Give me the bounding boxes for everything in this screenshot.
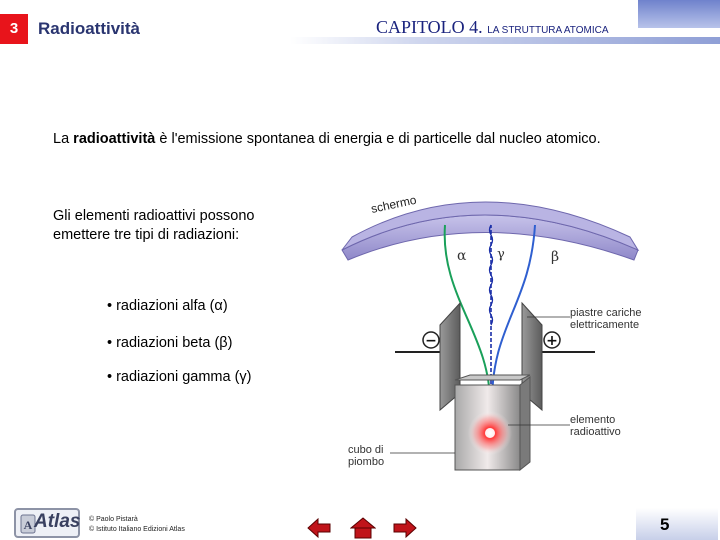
arrow-right-icon[interactable] bbox=[392, 516, 418, 540]
lead-label-line2: piombo bbox=[348, 456, 385, 468]
radiation-diagram bbox=[330, 185, 660, 475]
screen-label: schermo bbox=[369, 192, 418, 216]
alpha-label: α bbox=[457, 248, 467, 264]
home-icon[interactable] bbox=[350, 516, 376, 540]
intro-suffix: è l'emissione spontanea di energia e di particelle dal nucleo atomico. bbox=[155, 131, 601, 147]
bullet-beta: • radiazioni beta (β) bbox=[107, 335, 233, 351]
intro-prefix: La bbox=[53, 131, 74, 147]
minus-sign: − bbox=[425, 333, 437, 349]
arrow-left-icon[interactable] bbox=[306, 516, 332, 540]
slide-title: Radioattività bbox=[38, 19, 141, 38]
gamma-label: γ bbox=[497, 247, 505, 262]
plus-sign: + bbox=[546, 333, 558, 349]
atlas-logo-text: Atlas bbox=[34, 511, 81, 532]
beta-label: β bbox=[551, 249, 560, 265]
chapter-label-subtitle: LA STRUTTURA ATOMICA bbox=[487, 25, 609, 36]
bullet-gamma: • radiazioni gamma (γ) bbox=[107, 369, 252, 385]
plates-label-line2: elettricamente bbox=[570, 319, 640, 331]
element-label-line2: radioattivo bbox=[570, 426, 621, 438]
element-label-line1: elemento bbox=[570, 414, 616, 426]
elements-paragraph: Gli elementi radioattivi possono emettere tre tipi di radiazioni: bbox=[53, 208, 255, 243]
chapter-number-badge: 3 bbox=[0, 14, 28, 44]
intro-keyword: radioattività bbox=[73, 131, 156, 147]
lead-label-line1: cubo di bbox=[348, 444, 384, 456]
svg-text:A: A bbox=[23, 518, 33, 532]
plates-label-line1: piastre cariche bbox=[570, 307, 642, 319]
header-rule bbox=[290, 37, 720, 44]
bullet-alpha: • radiazioni alfa (α) bbox=[107, 298, 228, 314]
credit-author: © Paolo Pistarà bbox=[89, 516, 138, 523]
header-accent-block bbox=[638, 0, 720, 28]
chapter-label-main: CAPITOLO 4. bbox=[376, 17, 483, 37]
credit-publisher: © Istituto Italiano Edizioni Atlas bbox=[89, 526, 185, 533]
page-number-box bbox=[636, 508, 718, 540]
intro-sentence bbox=[53, 131, 601, 147]
page-number: 5 bbox=[660, 515, 670, 534]
chapter-label bbox=[376, 17, 609, 38]
